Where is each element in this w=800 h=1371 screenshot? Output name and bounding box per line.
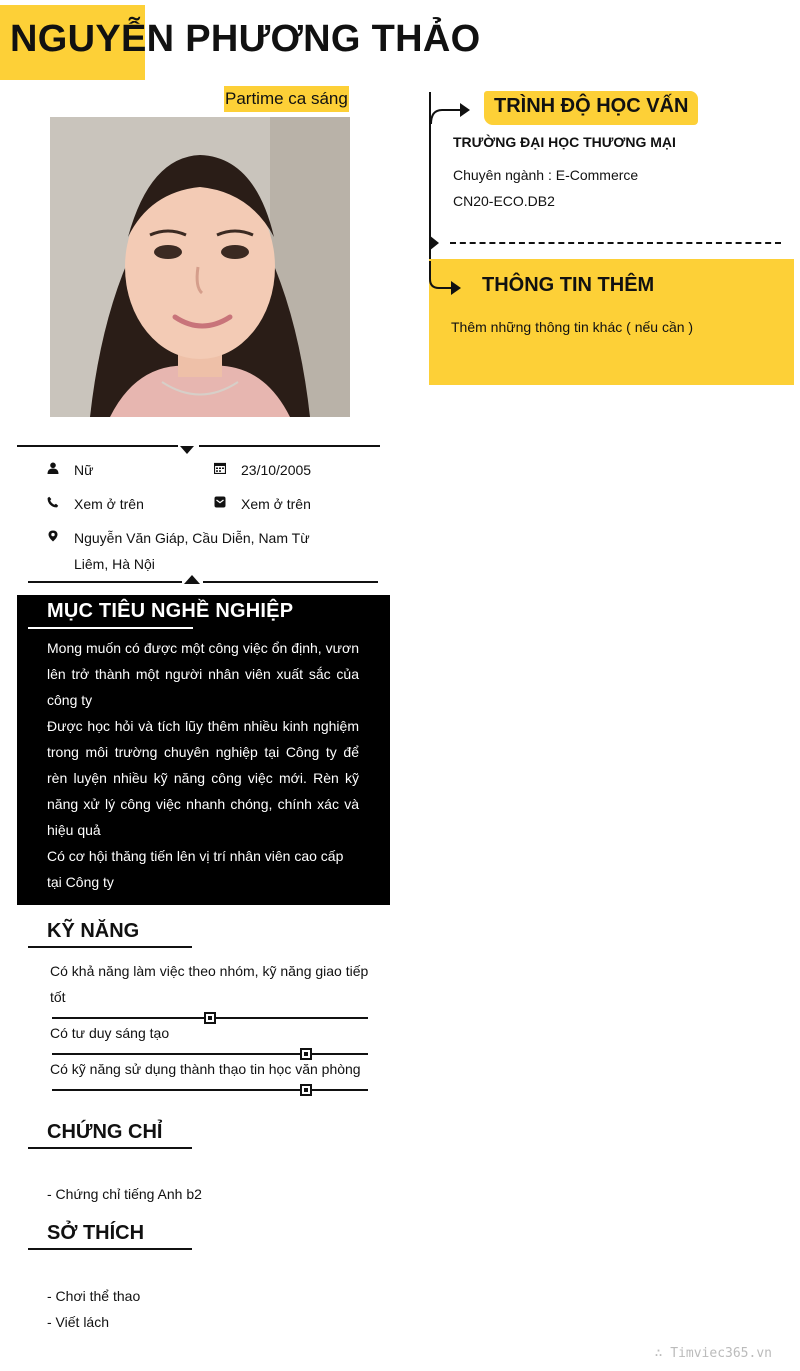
- objective-paragraph: Mong muốn có được một công việc ổn định, vươn lên trở thành một người nhân viên xuất sắc của công ty: [47, 640, 359, 708]
- skill-track: [52, 1053, 368, 1055]
- address-value: Nguyễn Văn Giáp, Cầu Diễn, Nam Từ Liêm, Hà Nội: [74, 530, 310, 572]
- watermark: ∴ Timviec365.vn: [654, 1346, 772, 1361]
- phone-icon: [46, 495, 60, 509]
- section-dashed-divider: [450, 242, 781, 244]
- objective-paragraph: Có cơ hội thăng tiến lên vị trí nhân viên cao cấp tại Công ty: [47, 848, 344, 890]
- divider-triangle-down: [180, 446, 194, 454]
- career-objective-section: [17, 595, 390, 905]
- applied-position: Partime ca sáng: [224, 86, 349, 112]
- user-icon: [46, 461, 60, 475]
- hobbies-title: SỞ THÍCH: [47, 1222, 145, 1244]
- hobby-item: - Chơi thể thao: [47, 1288, 141, 1304]
- education-class: CN20-ECO.DB2: [453, 193, 555, 209]
- skills-underline: [28, 946, 192, 948]
- info-bottom-divider-right: [203, 581, 378, 583]
- education-school: TRƯỜNG ĐẠI HỌC THƯƠNG MẠI: [453, 134, 676, 150]
- hobbies-underline: [28, 1248, 192, 1250]
- objective-paragraph: Được học hỏi và tích lũy thêm nhiều kinh nghiệm trong môi trường chuyên nghiệp tại Công ty để rèn luyện nhiều kỹ năng công việc mới. Rèn kỹ năng xử lý công việc nhanh chóng, chính xác và hiệu quả: [47, 718, 359, 838]
- hobby-item: - Viết lách: [47, 1314, 109, 1330]
- timeline-triangle: [429, 235, 439, 251]
- divider-triangle-up: [184, 575, 200, 584]
- arrow-right-icon: [429, 261, 463, 302]
- arrow-right-icon: [430, 100, 472, 131]
- extra-info-title: THÔNG TIN THÊM: [482, 274, 655, 296]
- candidate-name: NGUYỄN PHƯƠNG THẢO: [10, 18, 481, 60]
- info-top-divider-right: [199, 445, 380, 447]
- skills-title: KỸ NĂNG: [47, 920, 140, 942]
- skill-label: Có kỹ năng sử dụng thành thạo tin học văn phòng: [50, 1061, 361, 1077]
- envelope-icon: [213, 495, 227, 509]
- skill-item: [50, 1020, 370, 1060]
- skill-label: Có khả năng làm việc theo nhóm, kỹ năng giao tiếp tốt: [50, 963, 369, 1005]
- certificates-underline: [28, 1147, 192, 1149]
- certificate-item: - Chứng chỉ tiếng Anh b2: [47, 1186, 202, 1202]
- objective-underline: [28, 627, 193, 629]
- skill-track: [52, 1089, 368, 1091]
- education-major: Chuyên ngành : E-Commerce: [453, 167, 639, 183]
- skill-item: [50, 1056, 370, 1096]
- email-value: Xem ở trên: [241, 496, 311, 512]
- education-title: TRÌNH ĐỘ HỌC VẤN: [484, 91, 698, 125]
- map-pin-icon: [46, 529, 60, 543]
- skill-label: Có tư duy sáng tạo: [50, 1025, 170, 1041]
- skill-level-bar: [50, 1084, 370, 1096]
- calendar-icon: [213, 461, 227, 475]
- avatar: [50, 117, 350, 417]
- extra-info-section: [429, 259, 794, 385]
- skill-item: [50, 958, 370, 1024]
- gender-value: Nữ: [74, 462, 94, 478]
- skill-level-knob: [300, 1084, 312, 1096]
- objective-body: [47, 635, 359, 895]
- objective-title: MỤC TIÊU NGHỀ NGHIỆP: [47, 600, 294, 622]
- birthday-value: 23/10/2005: [241, 462, 312, 478]
- certificates-title: CHỨNG CHỈ: [47, 1121, 163, 1143]
- phone-value: Xem ở trên: [74, 496, 144, 512]
- info-bottom-divider-left: [28, 581, 182, 583]
- extra-info-text: Thêm những thông tin khác ( nếu cần ): [451, 319, 694, 335]
- info-top-divider-left: [17, 445, 178, 447]
